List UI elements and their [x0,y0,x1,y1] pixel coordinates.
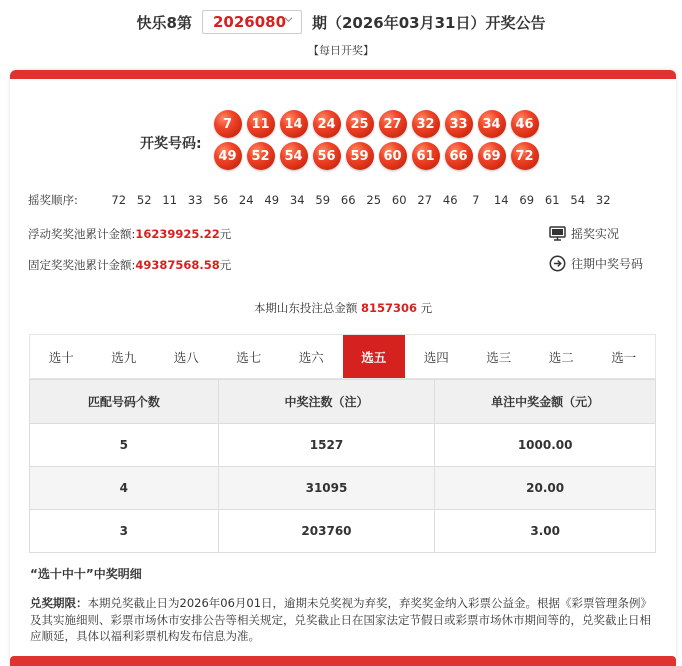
table-row [30,424,656,467]
fixed-pool-label: 固定奖奖池累计金额: [28,258,136,272]
draw-order-number: 27 [417,193,433,207]
draw-order-number: 60 [391,193,407,207]
draw-order-number: 69 [519,193,535,207]
tab-9[interactable]: 选二 [548,349,574,365]
draw-order-number: 66 [340,193,356,207]
tab-3[interactable]: 选八 [173,349,199,365]
draw-order-number: 14 [493,193,509,207]
total-bet-unit: 元 [420,301,433,315]
table-header-row [30,380,656,424]
circle-arrow-right-icon [548,254,566,272]
live-draw-link[interactable] [548,224,619,242]
play-type-tabs [29,334,656,379]
number-ball: 52 [247,142,275,170]
monitor-icon [548,224,566,242]
table-row [30,510,656,553]
number-ball: 27 [379,110,407,138]
match-count-cell: 4 [30,467,219,510]
draw-order-number: 52 [136,193,152,207]
draw-order-number: 56 [213,193,229,207]
prize-amount-cell: 3.00 [435,510,656,553]
number-ball: 25 [346,110,374,138]
number-ball: 33 [445,110,473,138]
detail-title: “选十中十”中奖明细 [30,567,142,581]
number-ball: 69 [478,142,506,170]
number-ball: 56 [313,142,341,170]
draw-order-number: 49 [264,193,280,207]
match-count-cell: 3 [30,510,219,553]
draw-order-label: 摇奖顺序: [28,193,78,207]
draw-order-number: 54 [570,193,586,207]
draw-order-number: 61 [544,193,560,207]
title-prefix: 快乐8第 [136,13,192,32]
result-card [10,70,676,666]
numbers-label: 开奖号码: [140,136,202,152]
issue-value: 2026080 [212,13,287,31]
issue-select[interactable] [202,10,302,34]
number-ball: 54 [280,142,308,170]
number-ball: 66 [445,142,473,170]
number-ball: 32 [412,110,440,138]
notice-label: 兑奖期限： [30,596,88,610]
floating-pool-unit: 元 [219,227,232,241]
floating-pool [28,226,231,242]
number-ball: 72 [511,142,539,170]
fixed-pool [28,257,231,273]
redemption-notice [30,595,660,645]
winners-cell: 1527 [218,424,435,467]
title-row [0,10,682,34]
draw-order-number: 33 [187,193,203,207]
fixed-pool-amount: 49387568.58 [135,258,220,272]
draw-order-number: 7 [472,193,480,207]
history-label: 往期中奖号码 [571,256,644,271]
number-ball: 14 [280,110,308,138]
tab-2[interactable]: 选九 [111,349,137,365]
number-ball: 7 [214,110,242,138]
tab-4[interactable]: 选七 [236,349,262,365]
fixed-pool-unit: 元 [219,258,232,272]
tab-6[interactable]: 选五 [343,335,406,378]
total-bet-prefix: 本期山东投注总金额 [253,301,358,315]
number-ball: 11 [247,110,275,138]
winners-cell: 31095 [218,467,435,510]
live-draw-label: 摇奖实况 [571,226,620,241]
col-header-match: 匹配号码个数 [30,380,219,424]
number-ball: 46 [511,110,539,138]
tab-10[interactable]: 选一 [611,349,637,365]
title-suffix: 期（2026年03月31日）开奖公告 [311,13,546,32]
number-ball: 59 [346,142,374,170]
prize-amount-cell: 20.00 [435,467,656,510]
draw-order-number: 59 [315,193,331,207]
tab-5[interactable]: 选六 [298,349,324,365]
number-ball: 24 [313,110,341,138]
prize-table [29,379,656,553]
total-bet-row [10,300,676,316]
number-ball: 61 [412,142,440,170]
draw-order-number: 34 [289,193,305,207]
daily-tag: 【每日开奖】 [308,44,374,57]
draw-order-number: 11 [162,193,178,207]
draw-order-number: 24 [238,193,254,207]
winners-cell: 203760 [218,510,435,553]
page-header [0,0,682,70]
floating-pool-amount: 16239925.22 [135,227,220,241]
tab-1[interactable]: 选十 [48,349,74,365]
floating-pool-label: 浮动奖奖池累计金额: [28,227,136,241]
number-ball: 60 [379,142,407,170]
notice-text: 本期兑奖截止日为2026年06月01日，逾期未兑奖视为弃奖，弃奖奖金纳入彩票公益金。根据《彩票管理条例》及其实施细则、彩票市场休市安排公告等相关规定，兑奖截止日在国家法定节假日或彩票市场休市期间等的，兑奖截止日相应顺延，具体以福利彩票机构发布信息为准。 [30,596,653,643]
draw-order-number: 46 [442,193,458,207]
col-header-count: 中奖注数（注） [218,380,435,424]
draw-order-number: 32 [595,193,611,207]
draw-order-row [28,192,616,208]
number-ball: 49 [214,142,242,170]
total-bet-amount: 8157306 [360,301,417,315]
match-count-cell: 5 [30,424,219,467]
tab-7[interactable]: 选四 [423,349,449,365]
tab-8[interactable]: 选三 [486,349,512,365]
bottom-bar [10,656,676,666]
winning-numbers [211,108,551,172]
table-row [30,467,656,510]
chevron-down-icon [284,15,293,27]
history-link[interactable] [548,254,643,272]
prize-amount-cell: 1000.00 [435,424,656,467]
number-ball: 34 [478,110,506,138]
col-header-amount: 单注中奖金额（元） [435,380,656,424]
draw-order-number: 72 [111,193,127,207]
draw-order-number: 25 [366,193,382,207]
